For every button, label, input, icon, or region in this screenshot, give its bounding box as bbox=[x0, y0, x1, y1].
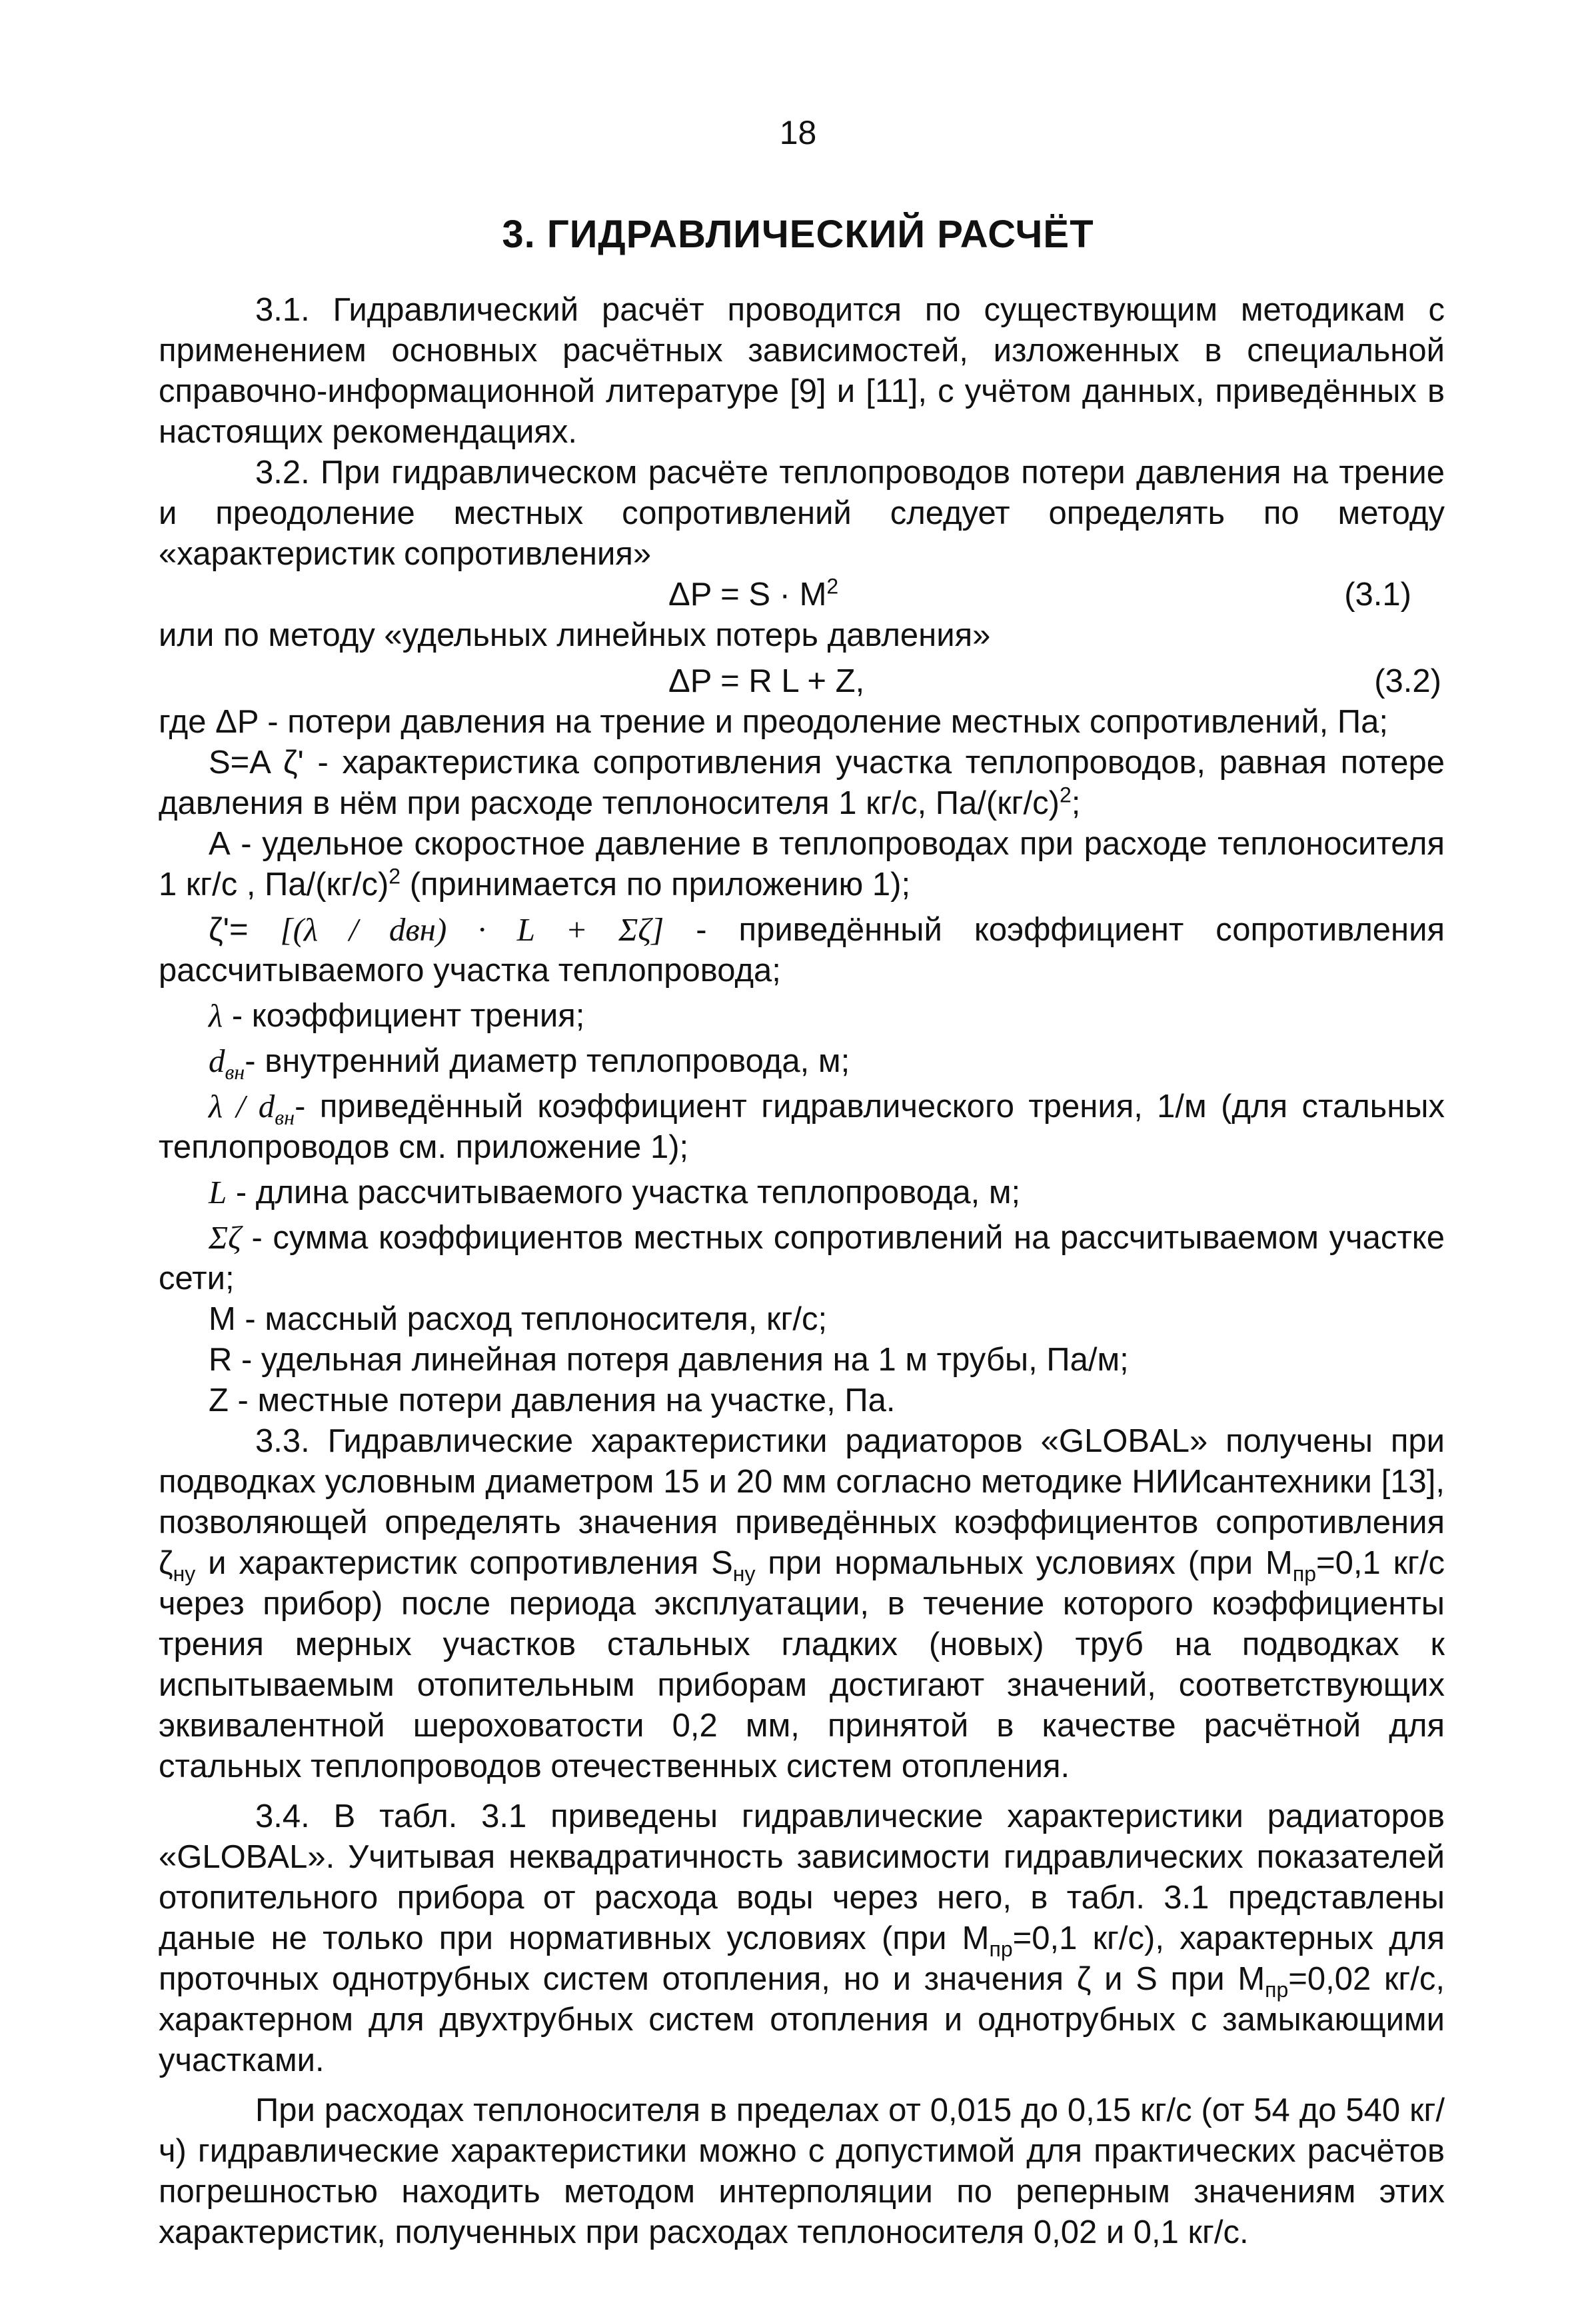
formula-3-2-number: (3.2) bbox=[1374, 663, 1441, 699]
def-m: М - массный расход теплоносителя, кг/с; bbox=[209, 1301, 828, 1337]
def-l: L - длина рассчитываемого участка теплопровода, м; bbox=[209, 1174, 1021, 1210]
paragraph-3-1: 3.1. Гидравлический расчёт проводится по существующим методикам с применением основных расчётных зависимостей, изложенных в специальной справочно-информационной литературе [9] и [11], с учётом данных, приведённых в настоящих рекомендациях. bbox=[159, 292, 1445, 450]
paragraph-3-5: При расходах теплоносителя в пределах от 0,015 до 0,15 кг/с (от 54 до 540 кг/ч) гидравлические характеристики можно с допустимой для практических расчётов погрешностью находить методом интерполяции по реперным значениям этих характеристик, полученных при расходах теплоносителя 0,02 и 0,1 кг/с. bbox=[159, 2092, 1445, 2250]
formula-3-1-expression: ΔP = S · M bbox=[668, 577, 827, 613]
def-a: А - удельное скоростное давление в теплопроводах при расходе теплоносителя 1 кг/с , $Па/(кг/с)^2$ (принимается по приложению 1); bbox=[159, 826, 1445, 903]
def-zeta: ζ'= [(λ / dвн) · L + Σζ] - приведённый коэффициент сопротивления рассчитываемого участка теплопровода; bbox=[159, 911, 1445, 989]
def-delta-p: где ΔP - потери давления на трение и преодоление местных сопротивлений, Па; bbox=[159, 704, 1388, 740]
body-text bbox=[159, 290, 1445, 2253]
paragraph-3-3: 3.3. Гидравлические характеристики радиаторов «GLOBAL» получены при подводках условным диаметром 15 и 20 мм согласно методике НИИсантехники [13], позволяющей определять значения приведённых коэффициентов сопротивления $\zeta_{ну}$ и характеристик сопротивления $S_{ну}$ при нормальных условиях (при $M_{пр}=0,1$ кг/с через прибор) после периода эксплуатации, в течение которого коэффициенты трения мерных участков стальных гладких (новых) труб на подводках к испытываемым отопительным приборам достигают значений, соответствующих эквивалентной шероховатости 0,2 мм, принятой в качестве расчётной для стальных теплопроводов отечественных систем отопления. bbox=[159, 1423, 1445, 1784]
def-sum-zeta: Σζ - сумма коэффициентов местных сопротивлений на рассчитываемом участке сети; bbox=[159, 1219, 1445, 1296]
def-r: R - удельная линейная потеря давления на 1 м трубы, Па/м; bbox=[209, 1342, 1129, 1378]
def-s: S=A ζ' - характеристика сопротивления участка теплопроводов, равная потере давления в нём при расходе теплоносителя 1 кг/с, $Па/(кг/с)^2$; bbox=[159, 745, 1445, 821]
formula-3-2-expression: ΔP = R L + Z, bbox=[668, 663, 865, 699]
paragraph-3-2-continued: или по методу «удельных линейных потерь давления» bbox=[159, 617, 991, 653]
def-lambda-d: λ / $d_{вн}-$ приведённый коэффициент гидравлического трения, 1/м (для стальных теплопроводов см. приложение 1); bbox=[159, 1088, 1445, 1165]
section-title: 3. ГИДРАВЛИЧЕСКИЙ РАСЧЁТ bbox=[502, 213, 1094, 256]
paragraph-3-2: 3.2. При гидравлическом расчёте теплопроводов потери давления на трение и преодоление местных сопротивлений следует определять по методу «характеристик сопротивления» bbox=[159, 455, 1445, 572]
def-z: Z - местные потери давления на участке, Па. bbox=[209, 1382, 896, 1418]
formula-3-2 bbox=[159, 661, 1445, 702]
definitions-list bbox=[159, 702, 1445, 1421]
zeta-formula: [(λ / dвн) · L + Σζ] bbox=[280, 911, 664, 948]
formula-3-1-exponent: 2 bbox=[826, 574, 839, 599]
def-d: $d_{вн}-$ внутренний диаметр теплопровода, м; bbox=[209, 1043, 850, 1084]
paragraph-3-4: 3.4. В табл. 3.1 приведены гидравлические характеристики радиаторов «GLOBAL». Учитывая неквадратичность зависимости гидравлических показателей отопительного прибора от расхода воды через него, в табл. 3.1 представлены даные не только при нормативных условиях (при $M_{пр}=0,1$ кг/с), характерных для проточных однотрубных систем отопления, но и значения ζ и S при $M_{пр}=0,02$ кг/с, характерном для двухтрубных систем отопления и однотрубных с замыкающими участками. bbox=[159, 1798, 1445, 2078]
formula-3-1 bbox=[159, 575, 1445, 615]
def-lambda: λ - коэффициент трения; bbox=[209, 997, 585, 1034]
page-number: 18 bbox=[779, 114, 817, 151]
formula-3-1-number: (3.1) bbox=[1344, 577, 1411, 613]
